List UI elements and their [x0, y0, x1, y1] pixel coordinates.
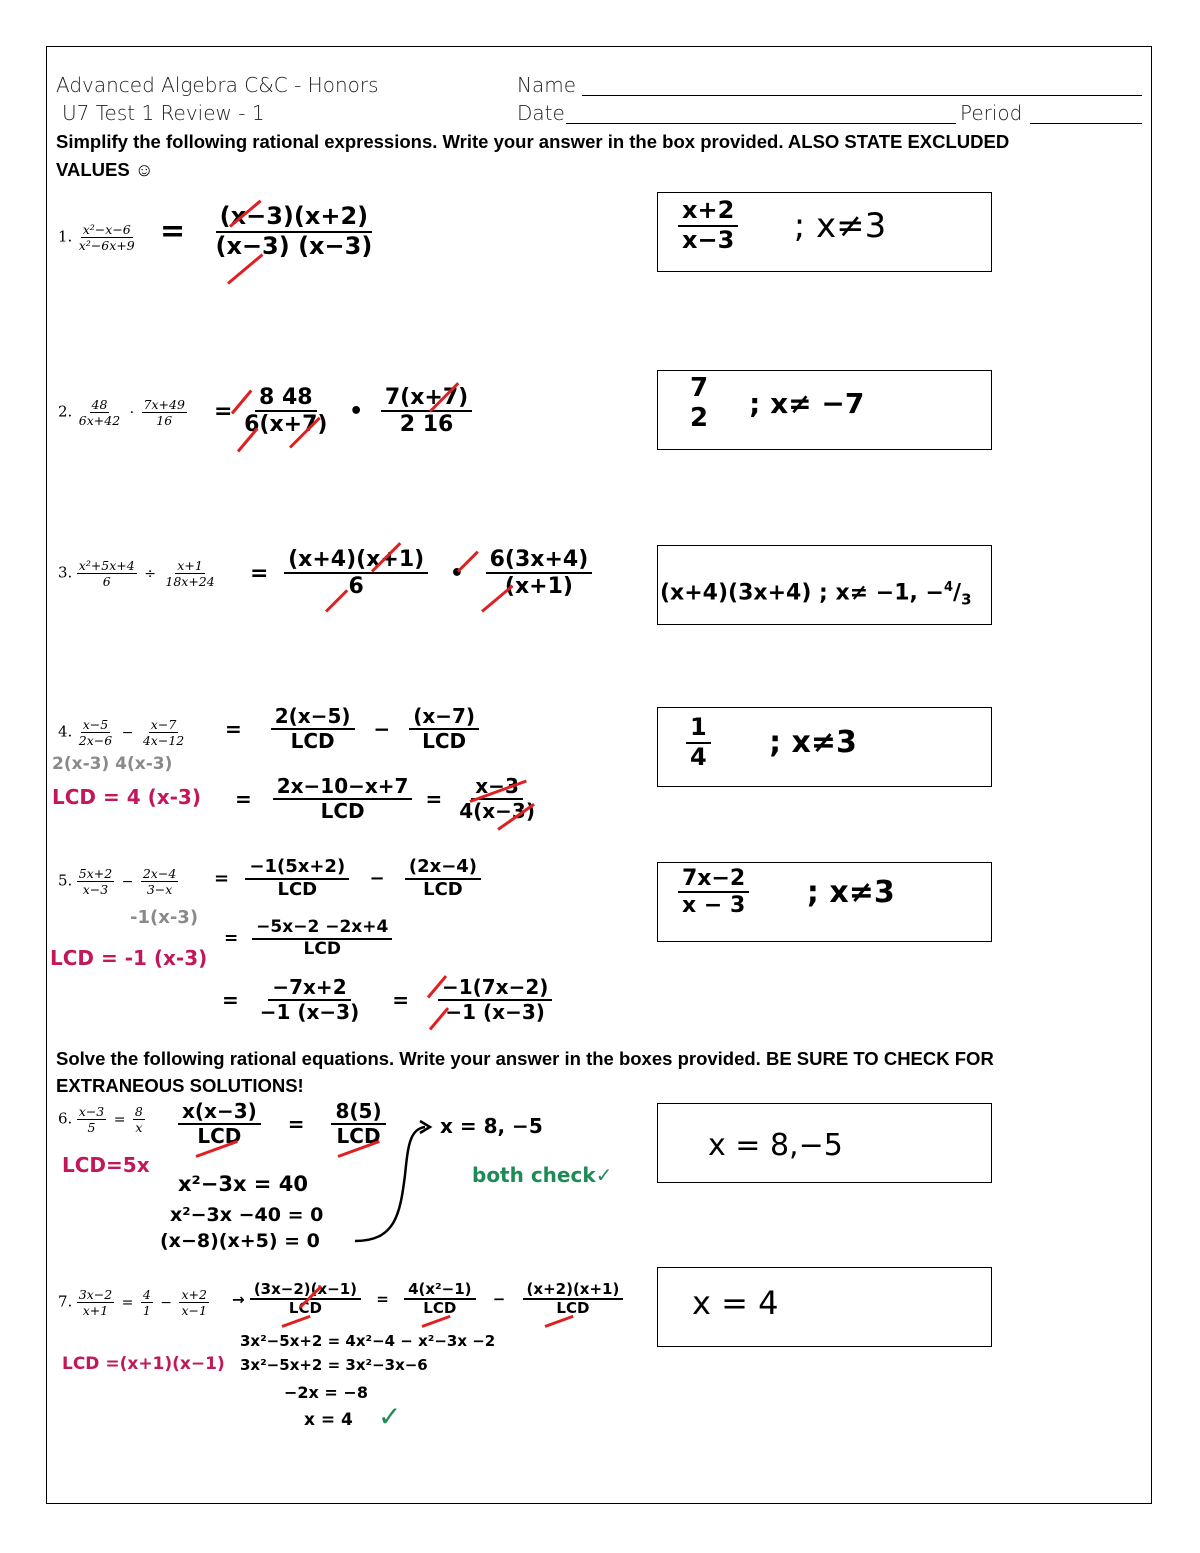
- answer-2: 7 2 ; x≠ −7: [690, 373, 865, 433]
- section2-instructions-line2: EXTRANEOUS SOLUTIONS!: [56, 1075, 304, 1096]
- answer-text: (x+4)(3x+4) ; x≠ −1, −: [660, 580, 944, 606]
- problem-4-work-2: = 2x−10−x+7 LCD = $\frac{x-3}{4(x-3)}$: [235, 774, 535, 823]
- problem-5-factor-note: -1(x-3): [130, 907, 199, 928]
- problem-5-work-2: = −5x−2 −2x+4 LCD: [224, 918, 392, 959]
- answer-1: [678, 197, 886, 254]
- problem-5-prompt: 5. $\frac{5x+2}{x-3}$ − $\frac{2x-4}{3-x}$: [58, 866, 177, 897]
- problem-7-step-2: 3x²−5x+2 = 3x²−3x−6: [240, 1356, 428, 1374]
- problem-7-step-1: 3x²−5x+2 = 4x²−4 − x²−3x −2: [240, 1332, 496, 1350]
- excluded-values: ; x≠3: [769, 725, 857, 761]
- period-field-line[interactable]: [1030, 123, 1142, 124]
- numerator: x²−x−6: [82, 222, 131, 237]
- problem-3-prompt: 3. $\frac{\text{x²+5x+4}}{6}$ ÷ $\frac{x+1}{18x+24}$: [58, 558, 215, 589]
- problem-number: 7.: [58, 1292, 73, 1311]
- problem-6-step-1: x²−3x = 40: [178, 1172, 308, 1196]
- problem-1-prompt: [58, 222, 137, 253]
- period-label: Period: [960, 101, 1023, 125]
- name-label: Name: [517, 73, 577, 97]
- problem-number: 3.: [58, 563, 73, 582]
- answer-4: $\frac{1}{4}$ ; x≠3: [686, 714, 857, 771]
- answer-5: $\frac{7x-2}{x - 3}$ ; x≠3: [678, 866, 895, 919]
- problem-number: 5.: [58, 871, 73, 890]
- equals-sign: =: [214, 398, 233, 424]
- problem-6-result: x = 8, −5: [440, 1114, 543, 1138]
- excluded-values: ; x≠ −7: [749, 387, 865, 421]
- problem-3-work: = $\frac{(x+4)(x+1)}{6}$ • $\frac{6(3x+4)}{(x+1)}$: [250, 547, 592, 600]
- connector-arrow: [350, 1115, 440, 1250]
- problem-7-work-1: → (3x−2)(x−1) LCD = 4(x²−1) LCD − (x+2)(x+1) LCD: [232, 1281, 623, 1318]
- problem-6-step-2: x²−3x −40 = 0: [170, 1204, 324, 1226]
- problem-2-work: = $\frac{8 48}{6(x+7)}$ • $\frac{7(x+7)}{2 16}$: [214, 385, 472, 438]
- problem-4-factor-note: 2(x-3) 4(x-3): [52, 754, 173, 774]
- equals-sign: =: [160, 214, 186, 250]
- excluded-values: ; x≠3: [806, 874, 895, 910]
- times-dot: •: [449, 560, 464, 586]
- problem-5-work-3: = $\frac{-7x+2}{-1 (x-3)}$ = $\frac{-1(7x-2)}{-1 (x-3)}$: [222, 976, 552, 1024]
- problem-7-prompt: 7. $\frac{3x-2}{x+1}$ = $\frac{4}{1}$ − $\frac{x+2}{x-1}$: [58, 1287, 207, 1318]
- problem-1-work: [160, 203, 376, 260]
- problem-2-prompt: 2. $\frac{48}{6x+42}$ · $\frac{7x+49}{16}$: [58, 397, 185, 428]
- answer-3: (x+4)(3x+4) ; x≠ −1, $-^4/_3$: [660, 580, 972, 609]
- problem-4-work-1: = 2(x−5) LCD − (x−7) LCD: [225, 705, 479, 753]
- problem-number: 4.: [58, 722, 73, 741]
- problem-6-step-3: (x−8)(x+5) = 0: [160, 1230, 320, 1252]
- course-title: Advanced Algebra C&C - Honors: [56, 73, 379, 97]
- date-field-line[interactable]: [566, 123, 956, 124]
- name-field-line[interactable]: [582, 95, 1142, 96]
- problem-7-lcd: LCD =(x+1)(x−1): [62, 1354, 225, 1374]
- equals-sign: =: [250, 560, 269, 586]
- problem-number: 6.: [58, 1109, 73, 1128]
- problem-7-check: ✓: [378, 1400, 402, 1433]
- times-dot: •: [349, 398, 364, 424]
- problem-5-lcd: LCD = -1 (x-3): [50, 946, 208, 970]
- problem-6-check: both check✓: [472, 1163, 613, 1187]
- problem-4-prompt: 4. $\frac{x-5}{2x-6}$ − $\frac{x-7}{4x-12}$: [58, 717, 185, 748]
- numerator: (x−3)(x+2): [216, 203, 372, 233]
- problem-6-work-1: x(x−3) LCD = 8(5) LCD: [178, 1100, 386, 1148]
- answer-7: x = 4: [692, 1284, 779, 1322]
- numerator: x+2: [678, 197, 738, 227]
- excluded-values: ; x≠3: [793, 205, 887, 246]
- section1-instructions-line2: VALUES ☺: [56, 159, 154, 180]
- problem-4-lcd: LCD = 4 (x-3): [52, 785, 201, 809]
- unit-title: U7 Test 1 Review - 1: [62, 101, 265, 125]
- problem-6-prompt: 6. $\frac{x-3}{5}$ = $\frac{8}{x}$: [58, 1104, 143, 1135]
- section2-instructions-line1: Solve the following rational equations. Write your answer in the boxes provided. BE SURE TO CHECK FOR: [56, 1048, 994, 1069]
- problem-number: 2.: [58, 402, 73, 421]
- problem-number: 1.: [58, 227, 73, 246]
- answer-6: x = 8,−5: [708, 1128, 843, 1163]
- problem-6-lcd: LCD=5x: [62, 1153, 150, 1177]
- section1-instructions-line1: Simplify the following rational expressions. Write your answer in the box provided. ALSO STATE EXCLUDED: [56, 131, 1010, 152]
- denominator: x²−6x+9: [78, 238, 135, 253]
- denominator: (x−3) (x−3): [215, 231, 373, 260]
- denominator: x−3: [682, 225, 735, 254]
- equals-sign: =: [225, 717, 242, 741]
- problem-5-work-1: = −1(5x+2) LCD − (2x−4) LCD: [214, 857, 481, 900]
- date-label: Date: [517, 101, 565, 125]
- problem-7-step-4: x = 4: [304, 1410, 353, 1430]
- problem-7-step-3: −2x = −8: [284, 1383, 368, 1402]
